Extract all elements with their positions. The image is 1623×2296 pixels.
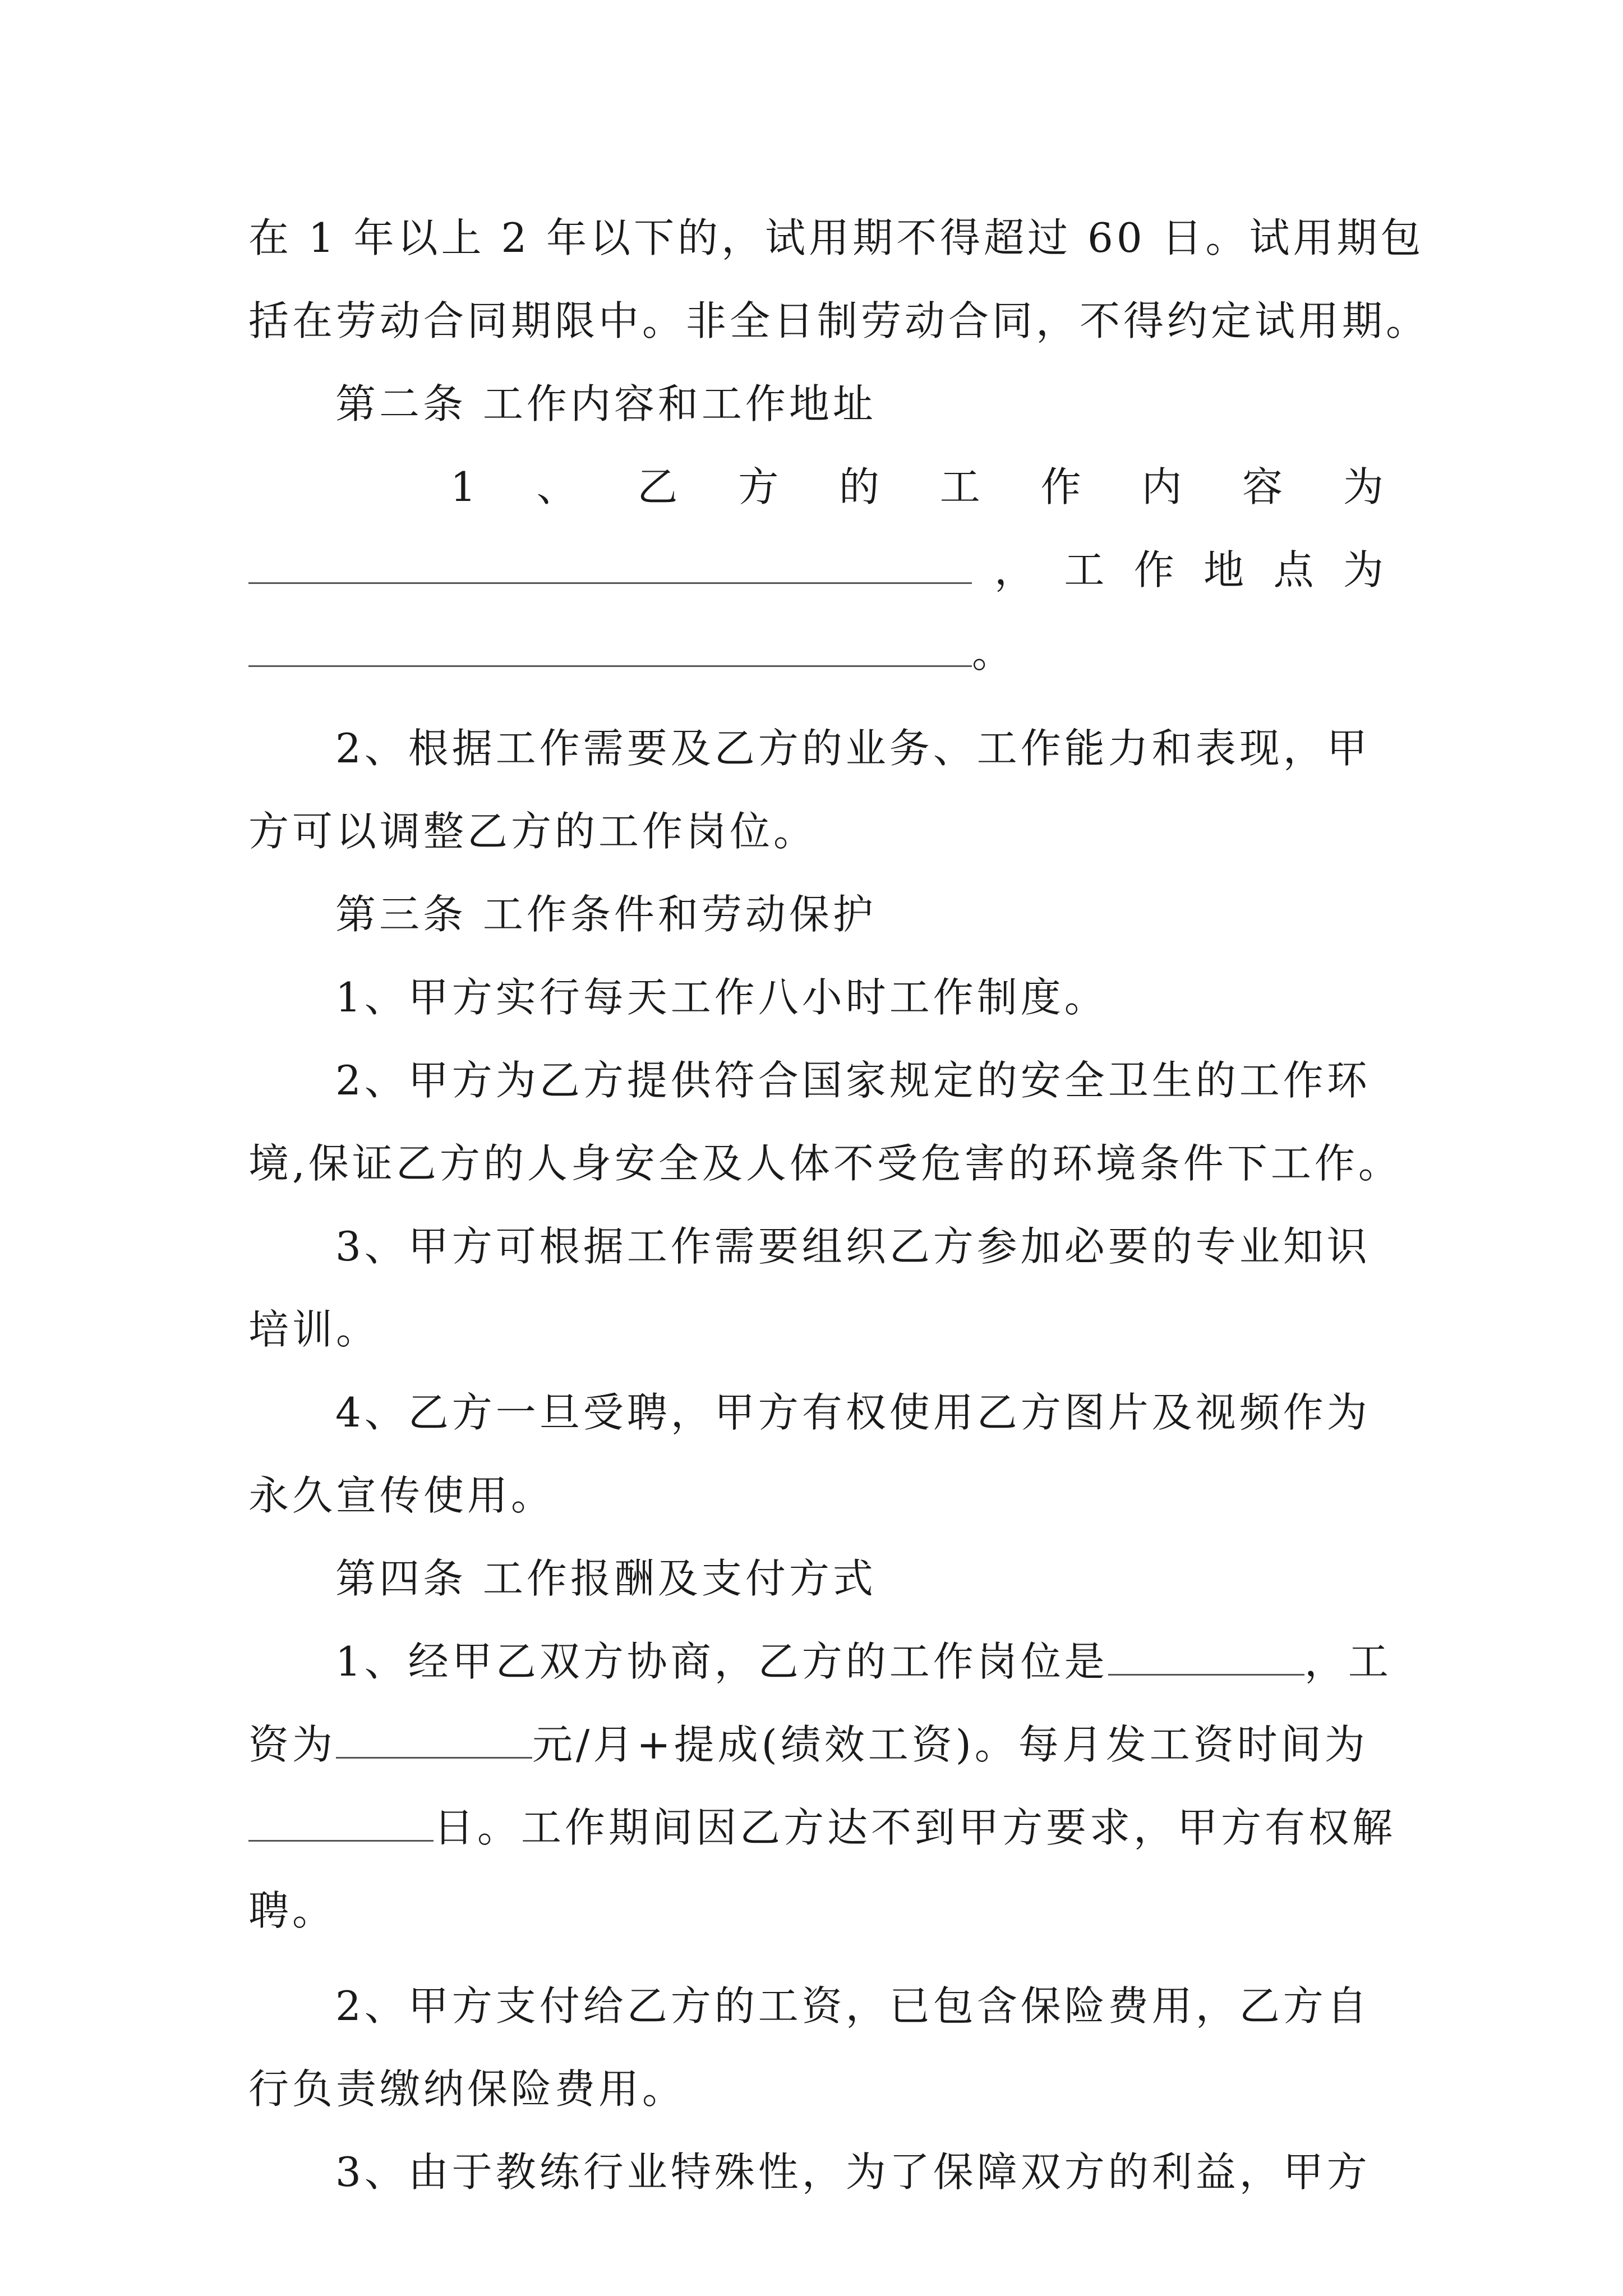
text: 元/月+提成(绩效工资)。每月发工资时间为 (532, 1721, 1368, 1768)
char: ， (994, 546, 1039, 593)
paragraph-line (248, 1620, 1392, 1703)
paragraph-line (248, 1786, 1396, 1869)
article-3-title: 第三条 工作条件和劳动保护 (335, 891, 877, 938)
char: 点 (1273, 546, 1317, 593)
text: 1、经甲乙双方协商，乙方的工作岗位是 (335, 1638, 1108, 1685)
paragraph-line: 培训。 (248, 1306, 380, 1353)
char: 为 (1343, 463, 1387, 510)
char: 为 (1343, 546, 1387, 593)
paragraph-line: 2、甲方支付给乙方的工资，已包含保险费用，乙方自 (335, 1982, 1371, 2030)
paragraph-line: 在 1 年以上 2 年以下的，试用期不得超过 60 日。试用期包 (248, 214, 1424, 261)
article-2-item-1-line (248, 528, 1387, 611)
contract-page (248, 196, 1430, 2214)
paragraph-line: 永久宣传使用。 (248, 1472, 555, 1519)
paragraph-line: 3、甲方可根据工作需要组织乙方参加必要的专业知识 (335, 1223, 1371, 1270)
char: 作 (1040, 463, 1085, 510)
paragraph-line: 4、乙方一旦受聘，甲方有权使用乙方图片及视频作为 (335, 1389, 1371, 1436)
paragraph-line: 括在劳动合同期限中。非全日制劳动合同，不得约定试用期。 (248, 297, 1430, 344)
article-2-item-1-line (248, 611, 1387, 694)
payday-blank[interactable] (248, 1805, 434, 1842)
char: 内 (1141, 463, 1186, 510)
text: 资为 (248, 1721, 336, 1768)
job-position-blank[interactable] (1108, 1639, 1304, 1676)
period: 。 (972, 629, 1016, 677)
work-location-blank[interactable] (248, 631, 972, 667)
char: 、 (536, 463, 580, 510)
paragraph-line: 方可以调整乙方的工作岗位。 (248, 808, 818, 855)
salary-blank[interactable] (336, 1722, 532, 1759)
spread-text (248, 445, 1387, 528)
paragraph-line (248, 1703, 1387, 1786)
paragraph-line: 1、甲方实行每天工作八小时工作制度。 (335, 974, 1108, 1021)
char: 工 (1064, 546, 1108, 593)
char: 作 (1133, 546, 1178, 593)
char: 的 (838, 463, 883, 510)
char: 工 (939, 463, 984, 510)
paragraph-line: 境,保证乙方的人身安全及人体不受危害的环境条件下工作。 (248, 1140, 1402, 1187)
char: 1 (450, 463, 479, 510)
spread-text (994, 528, 1387, 611)
paragraph-line: 行负责缴纳保险费用。 (248, 2065, 686, 2113)
paragraph-line: 2、根据工作需要及乙方的业务、工作能力和表现，甲 (335, 725, 1371, 772)
text: 日。工作期间因乙方达不到甲方要求，甲方有权解 (434, 1804, 1396, 1851)
article-2-item-1-line (248, 445, 1387, 528)
paragraph-line: 3、由于教练行业特殊性，为了保障双方的利益，甲方 (335, 2148, 1371, 2196)
article-2-title: 第二条 工作内容和工作地址 (335, 380, 877, 427)
char: 乙 (637, 463, 681, 510)
char: 地 (1204, 546, 1248, 593)
char: 方 (738, 463, 782, 510)
work-content-blank[interactable] (248, 547, 972, 584)
article-4-title: 第四条 工作报酬及支付方式 (335, 1555, 877, 1602)
paragraph-line: 2、甲方为乙方提供符合国家规定的安全卫生的工作环 (335, 1057, 1371, 1104)
paragraph-line: 聘。 (248, 1887, 336, 1934)
char: 容 (1242, 463, 1287, 510)
text: ，工 (1304, 1638, 1392, 1685)
